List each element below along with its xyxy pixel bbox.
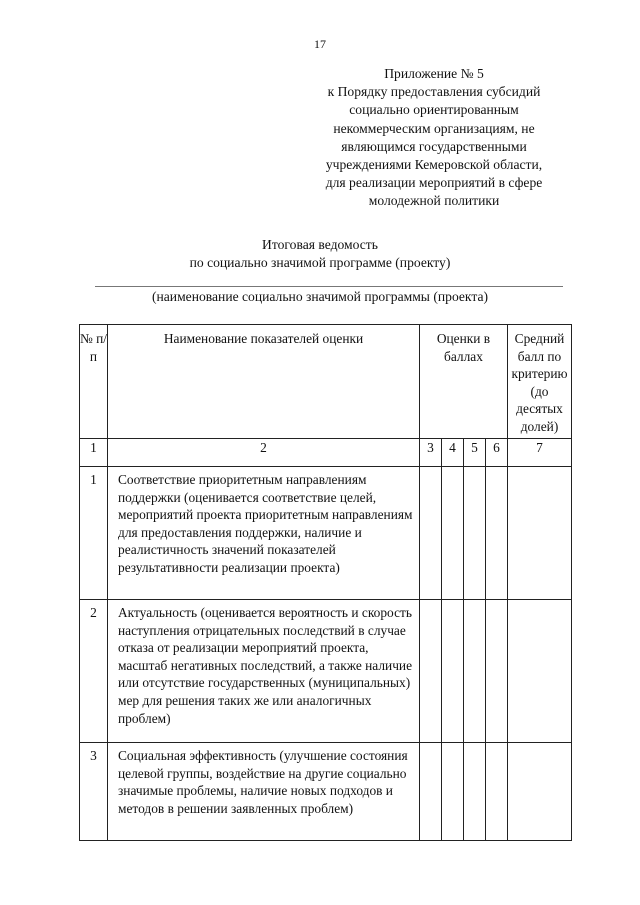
appendix-line: Приложение № 5	[384, 66, 484, 81]
row-indicator-text: Социальная эффективность (улучшение состояния целевой группы, воздействие на другие социально значимые проблемы, наличие новых подходов и методов в решении заявленных проблем)	[108, 743, 420, 841]
table-row	[80, 467, 572, 600]
row-num: 3	[80, 743, 108, 841]
score-cell[interactable]	[486, 467, 508, 600]
score-cell[interactable]	[420, 743, 442, 841]
appendix-line: молодежной политики	[368, 193, 500, 209]
header-average-score: Средний балл по критерию (до десятых долей)	[508, 325, 572, 439]
appendix-line: для реализации мероприятий в сфере	[325, 175, 543, 191]
title-line-2: по социально значимой программе (проекту)	[189, 255, 451, 270]
table-row	[80, 743, 572, 841]
program-name-caption: (наименование социально значимой программы (проекта)	[151, 289, 489, 304]
score-cell[interactable]	[486, 600, 508, 743]
header-scores: Оценки в баллах	[420, 325, 508, 439]
header-indicator-name: Наименование показателей оценки	[108, 325, 420, 439]
score-cell[interactable]	[442, 467, 464, 600]
appendix-line: к Порядку предоставления субсидий	[327, 84, 541, 100]
page-number: 17	[314, 37, 326, 51]
appendix-line: некоммерческим организациям, не	[333, 120, 535, 136]
score-cell[interactable]	[486, 743, 508, 841]
score-cell[interactable]	[442, 743, 464, 841]
document-title	[0, 236, 640, 272]
index-cell: 3	[420, 439, 442, 467]
appendix-header	[300, 65, 568, 211]
table-row	[80, 600, 572, 743]
title-line-1: Итоговая ведомость	[262, 237, 378, 252]
score-cell[interactable]	[464, 743, 486, 841]
score-cell[interactable]	[442, 600, 464, 743]
scores-table	[79, 324, 572, 841]
index-cell: 5	[464, 439, 486, 467]
average-cell[interactable]	[508, 743, 572, 841]
header-num: № п/п	[80, 325, 108, 439]
appendix-line: являющимся государственными	[341, 138, 527, 154]
score-cell[interactable]	[420, 467, 442, 600]
program-name-blank-line	[95, 286, 563, 287]
score-cell[interactable]	[464, 467, 486, 600]
score-cell[interactable]	[464, 600, 486, 743]
row-num: 1	[80, 467, 108, 600]
average-cell[interactable]	[508, 600, 572, 743]
average-cell[interactable]	[508, 467, 572, 600]
row-indicator-text: Соответствие приоритетным направлениям поддержки (оценивается соответствие целей, мероприятий проекта приоритетным направлениям для предоставления поддержки, наличие и реалистичность значений показателей результативности реализации проекта)	[108, 467, 420, 600]
index-cell: 1	[80, 439, 108, 467]
index-cell: 2	[108, 439, 420, 467]
table-header-row	[80, 325, 572, 439]
index-cell: 4	[442, 439, 464, 467]
row-indicator-text: Актуальность (оценивается вероятность и скорость наступления отрицательных последствий в случае отказа от реализации мероприятий проекта, масштаб негативных последствий, а также наличие или отсутствие государственных (муниципальных) мер для решения таких же или аналогичных проблем)	[108, 600, 420, 743]
score-cell[interactable]	[420, 600, 442, 743]
index-cell: 7	[508, 439, 572, 467]
table-index-row	[80, 439, 572, 467]
index-cell: 6	[486, 439, 508, 467]
appendix-line: социально ориентированным	[349, 102, 519, 118]
row-num: 2	[80, 600, 108, 743]
appendix-line: учреждениями Кемеровской области,	[325, 157, 543, 173]
